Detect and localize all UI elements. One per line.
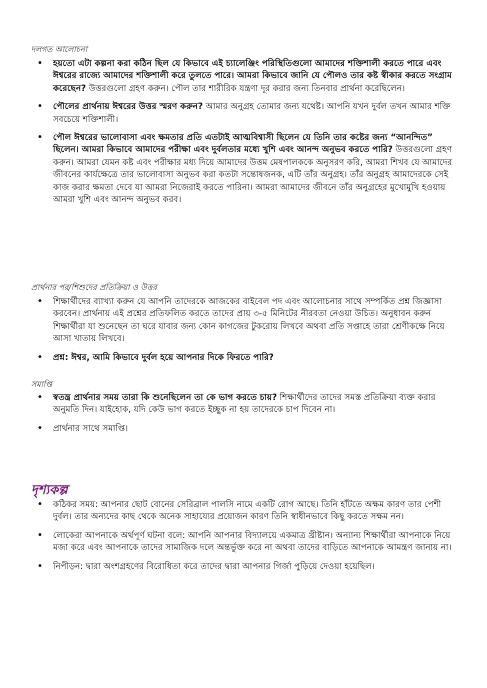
- item-bold-text: হয়তো এটা কল্পনা করা কঠিন ছিল যে কিভাবে এই চ্যালেঞ্জিং পরিস্থিতিগুলো আমাদের শক্তিশালী করতে পারে এবং ঈশ্বরের রাজ্যে আমাদের শক্তিশালী করে তুলতে পারে। আমরা কিভাবে জানি যে পৌলও তার কষ্ট স্বীকার করতে সংগ্রাম করেছেন?: [53, 59, 452, 94]
- item-text: নিপীড়ন: দ্বারা অংশগ্রহণের বিরোধিতা করে তাদের দ্বারা আপনার গির্জা পুড়িয়ে দেওয়া হয়েছিল।: [53, 561, 375, 572]
- list-item: [37, 499, 457, 524]
- group-discussion-list: [37, 58, 457, 212]
- item-text: শিক্ষার্থীদের তাদের সমস্ত প্রতিক্রিয়া ব্যক্ত করার অনুমতি দিন। যাইহোক, যদি কেউ ভাগ করতে ইচ্ছুক না হয় তাদেরকে চাপ দিবেন না।: [53, 393, 436, 416]
- list-item: [37, 352, 457, 364]
- list-item: [37, 423, 457, 435]
- item-bold-text: পৌলের প্রার্থনায় ঈশ্বরের উত্তর স্মরণ করুন?: [53, 102, 203, 113]
- item-bold-text: পৌল ঈশ্বরের ভালোবাসা এবং ক্ষমতার প্রতি এতটাই আত্মবিশ্বাসী ছিলেন যে তিনি তার কষ্টের জন্য “আনন্দিত” ছিলেন। আমরা কিভাবে আমাদের পরীক্ষা এবং দুর্বলতার মধ্যে খুশি এবং আনন্দ অনুভব করতে পারি?: [53, 133, 433, 156]
- scenario-list: [37, 499, 457, 579]
- item-text: শিক্ষার্থীদের ব্যাখ্যা করুন যে আপনি তাদেরকে আজকের বাইবেল পদ এবং আলোচনার সাথে সম্পর্কিত প্রশ্ন জিজ্ঞাসা করবেন। প্রার্থনায় এই প্রশ্নের প্রতিফলিত করতে তাদের প্রায় ৩-৫ মিনিটের নীরবতা নেওয়া উচিত। অনুধাবন করুন শিক্ষার্থীরা যা শুনেছেন তা ঘরে যাবার জন্য কোন কাগজের টুকরোয় লিখবে অথবা প্রতি সপ্তাহে তারা শ্রেণীকক্ষে নিয়ে আসা খাতায় লিখবে।: [53, 297, 445, 345]
- list-item: [37, 132, 457, 206]
- item-text: কঠিকর সময়: আপনার ছোট বোনের সেরিব্রাল পালসি নামে একটি রোগ আছে। তিনি হাঁটতে অক্ষম কারণ তার পেশী দুর্বল। তার অন্যদের কাছ থেকে অনেক সাহায্যের প্রয়োজন কারণ তিনি স্বাধীনভাবে কিছু করতে সক্ষম নন।: [53, 500, 442, 523]
- item-text: লোকেরা আপনাকে অর্থপূর্ণ ঘটনা বলে: আপনি আপনার বিদ্যালয়ে একমাত্র খ্রীষ্টান। অন্যান্য শিক্ষার্থীরা আপনাকে নিয়ে মজা করে এবং আপনাকে তাদের সামাজিক দলে অন্তর্ভুক্ত করে না অথবা তাদের বাড়িতে আপনাকে আমন্ত্রণ জানায় না।: [53, 530, 452, 554]
- conclusion-list: [37, 392, 457, 441]
- item-bold-text: স্বতন্ত্র প্রার্থনার সময় তারা কি শুনেছিলেন তা কে ভাগ করতে চায়?: [53, 393, 277, 403]
- list-item: [37, 296, 457, 346]
- section-heading-group-discussion: দলগত আলোচনা: [31, 45, 88, 54]
- list-item: [37, 58, 457, 95]
- item-text: আমার অনুগ্রহ তোমার জন্য যথেষ্ট। আপনি যখন দুর্বল তখন আমার শক্তি সবচেয়ে শক্তিশালী।: [53, 102, 451, 125]
- item-bold-text: প্রশ্ন: ঈশ্বর, আমি কিভাবে দুর্বল হয়ে আপনার দিকে ফিরতে পারি?: [53, 352, 274, 363]
- list-item: [37, 392, 457, 417]
- section-heading-conclusion: সমাপ্তি: [31, 380, 52, 389]
- section-heading-scenario: দৃশ্যকল্প: [31, 483, 68, 498]
- list-item: [37, 530, 457, 555]
- section-heading-prayer-response: প্রার্থনার পর/শিশুদের প্রতিক্রিয়া ও উত্তর: [31, 283, 157, 292]
- item-text: উত্তরগুলো গ্রহণ করুন। আমরা যেমন কষ্ট এবং পরীক্ষার মধ্য দিয়ে আমাদের উত্তম মেষপালককে অনুসরণ করি, আমরা শিখব যে আমাদের জীবনের কার্যক্ষেত্রে তার ভালোবাসা অনুভব করা কতটা সন্তোষজনক, এটি তাঁর অনুগ্রহ। তাঁর অনুগ্রহ আমাদেরকে সেই কাজ করার ক্ষমতা দেবে যা আমরা নিজেরাই করতে পারিনা। আমরা আমাদের জীবনে তাঁর অনুগ্রহের মুখোমুখি হওয়ায় আমরা খুশি এবং আনন্দ অনুভব করব।: [53, 145, 453, 206]
- prayer-response-list: [37, 296, 457, 370]
- list-item: [37, 101, 457, 126]
- item-text: প্রার্থনার সাথে সমাপ্তি।: [53, 423, 129, 434]
- list-item: [37, 561, 457, 573]
- item-text: উত্তরগুলো গ্রহণ করুন। পৌল তার শারীরিক যন্ত্রণা দূর করার জন্য তিনবার প্রার্থনা করেছিলেন।: [85, 83, 405, 94]
